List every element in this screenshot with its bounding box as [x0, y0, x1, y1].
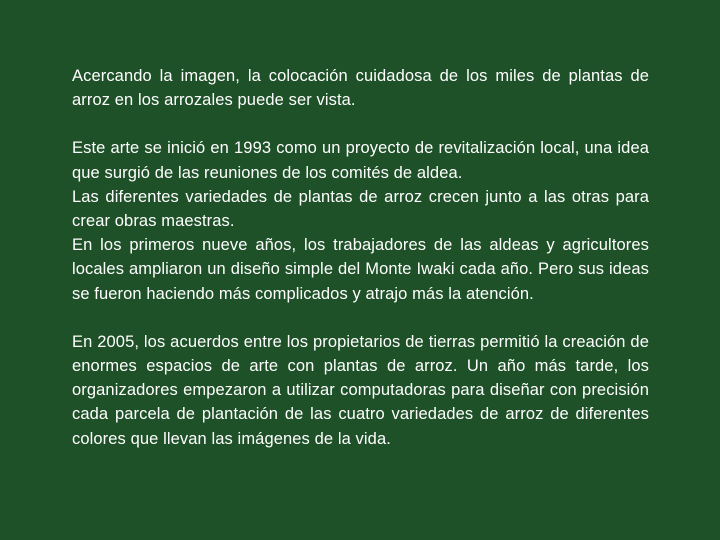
paragraph-spacer — [72, 306, 649, 330]
slide-text-body — [72, 64, 649, 451]
paragraph-origin: Este arte se inició en 1993 como un proyecto de revitalización local, una idea que surgió de las reuniones de los comités de aldea. — [72, 139, 649, 182]
paragraph-spacer — [72, 112, 649, 136]
paragraph-first-years: En los primeros nueve años, los trabajadores de las aldeas y agricultores locales ampliaron un diseño simple del Monte Iwaki cada año. Pero sus ideas se fueron haciendo más complicados y atrajo más la atención. — [72, 236, 649, 303]
paragraph-varieties: Las diferentes variedades de plantas de arroz crecen junto a las otras para crear obras maestras. — [72, 187, 649, 231]
paragraph-2005: En 2005, los acuerdos entre los propietarios de tierras permitió la creación de enormes espacios de arte con plantas de arroz. Un año más tarde, los organizadores empezaron a utilizar computadoras para diseñar con precisión cada parcela de plantación de las cuatro variedades de arroz de diferentes colores que llevan las imágenes de la vida. — [72, 332, 649, 448]
paragraph-intro: Acercando la imagen, la colocación cuidadosa de los miles de plantas de arroz en los arrozales puede ser vista. — [72, 67, 649, 110]
